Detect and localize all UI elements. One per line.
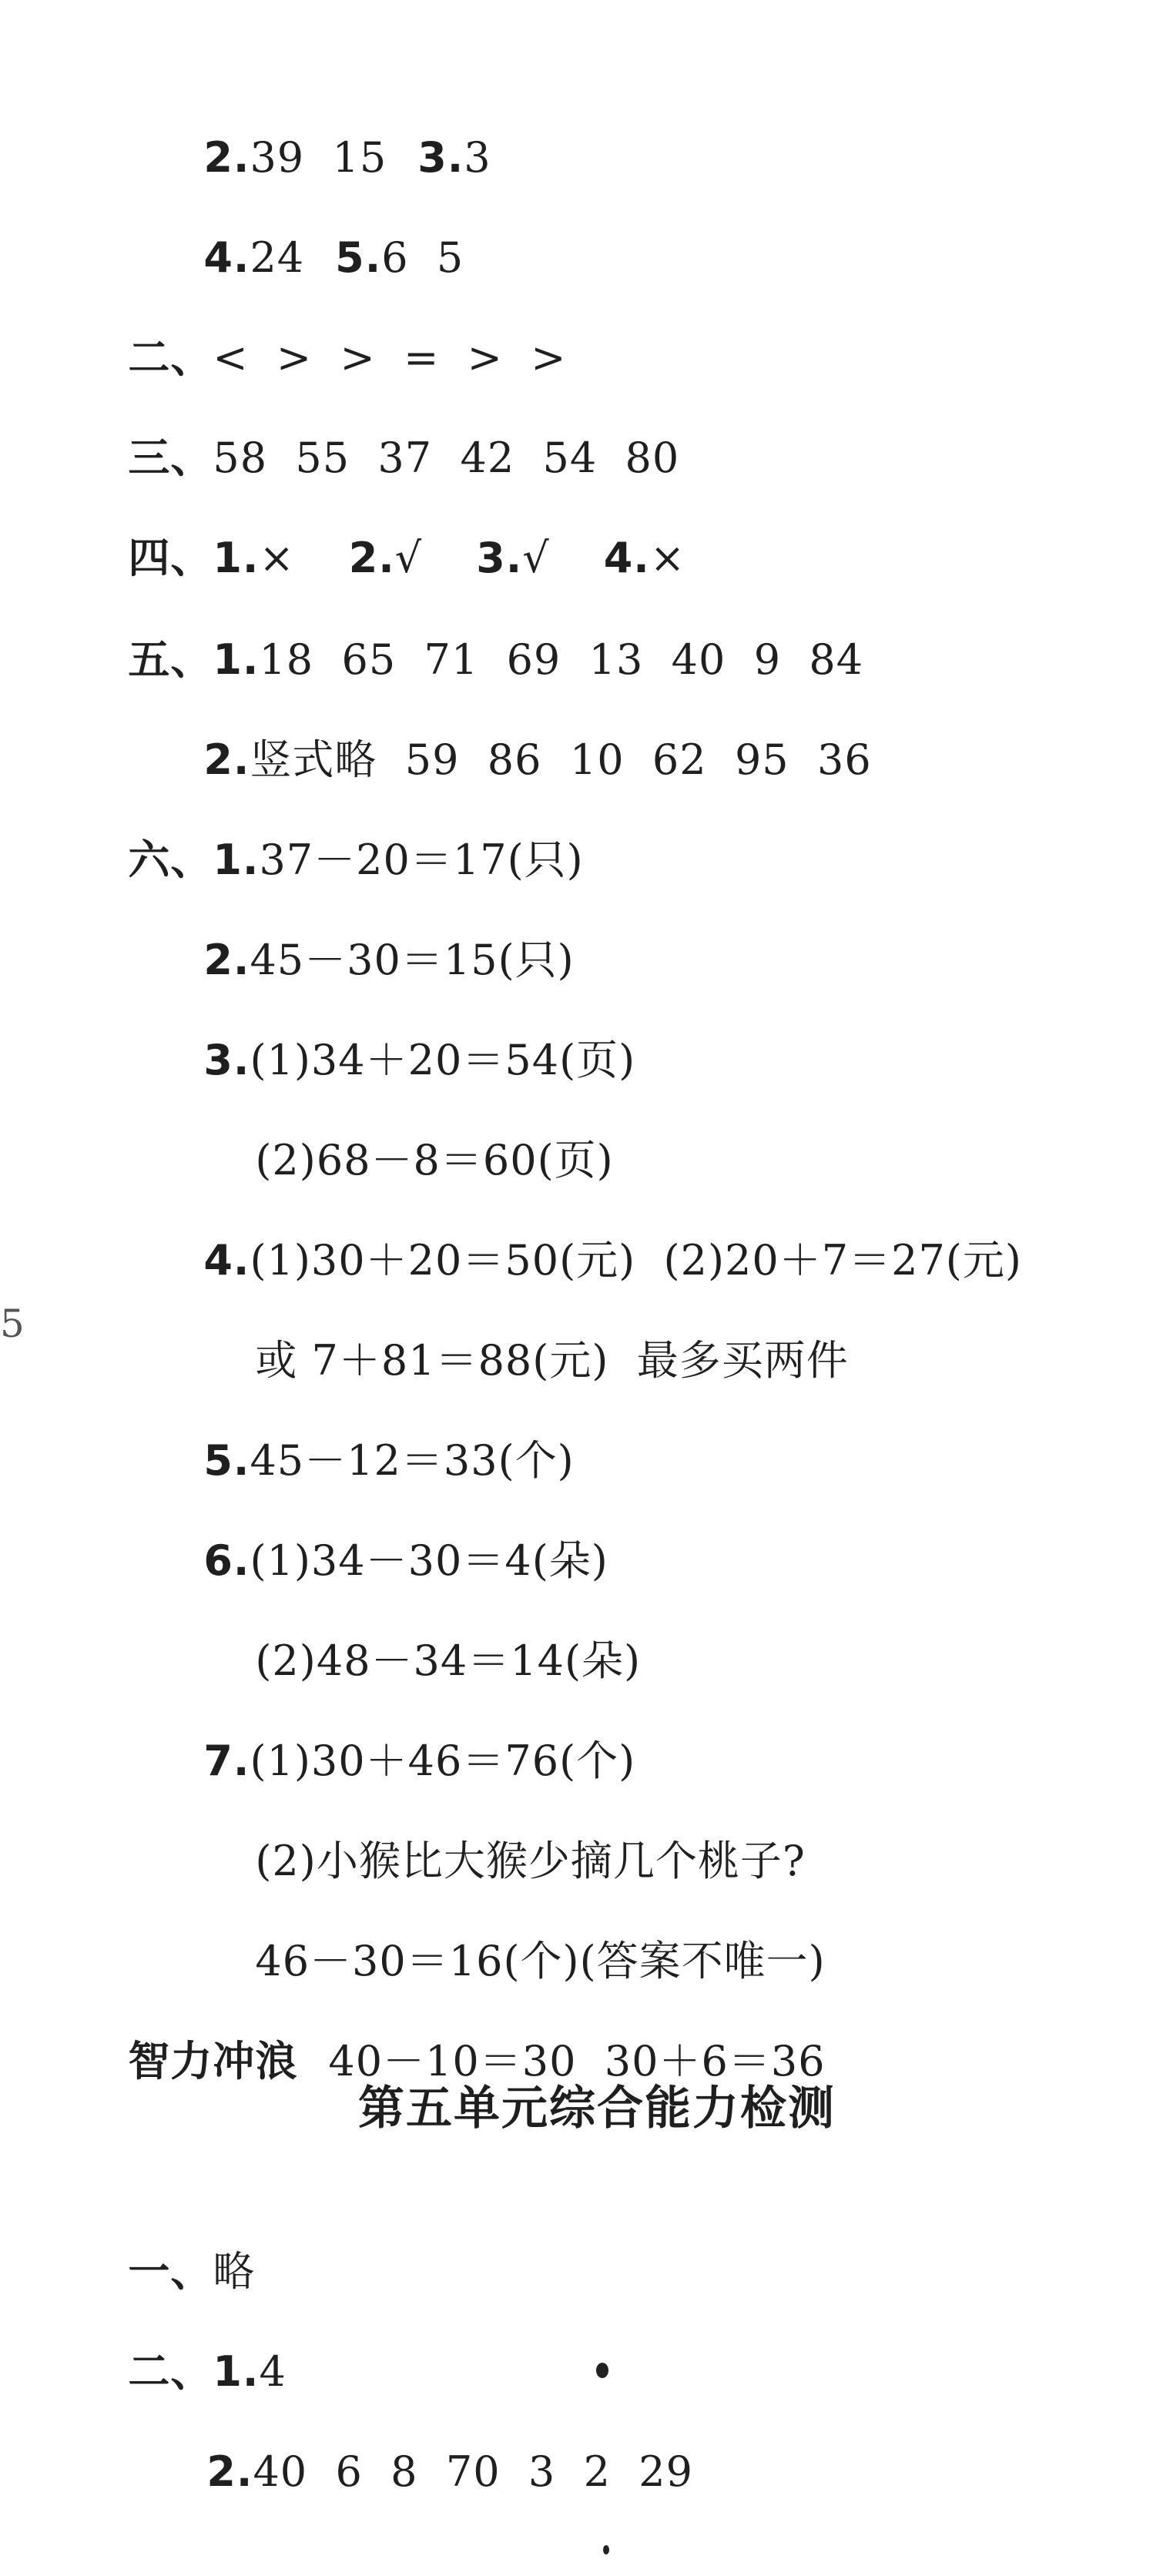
answer-line bbox=[176, 77, 491, 185]
answer-text: (1)34＋20＝54(页) bbox=[250, 1036, 636, 1084]
answer-line bbox=[227, 1280, 849, 1388]
item-number: 6. bbox=[203, 1536, 250, 1585]
answer-text: (2)小猴比大猴少摘几个桃子? bbox=[255, 1837, 806, 1885]
item-number: 7. bbox=[203, 1737, 250, 1785]
section-label: 智力冲浪 bbox=[128, 2037, 298, 2085]
answer-line bbox=[176, 980, 635, 1087]
answer-line bbox=[100, 2191, 255, 2299]
answer-line bbox=[176, 1180, 1022, 1288]
answer-text: < > > = > > bbox=[213, 333, 567, 382]
item-number: 2. bbox=[203, 936, 250, 984]
item-number: 5. bbox=[335, 233, 382, 282]
section-label: 四、1. bbox=[128, 534, 260, 582]
answer-line bbox=[227, 1780, 806, 1888]
answer-text: 39 15 bbox=[250, 133, 387, 182]
answer-text: 45－12＝33(个) bbox=[250, 1436, 575, 1485]
answer-line bbox=[100, 2291, 287, 2399]
section-label: 三、 bbox=[128, 434, 213, 482]
answer-line bbox=[100, 477, 685, 585]
item-number: 2. bbox=[203, 133, 250, 182]
answer-line bbox=[176, 879, 575, 987]
answer-line bbox=[176, 1480, 608, 1588]
item-number: 5. bbox=[203, 1436, 250, 1485]
item-number: 3. bbox=[417, 133, 464, 182]
answer-text: 或 7＋81＝88(元) 最多买两件 bbox=[255, 1336, 849, 1385]
answer-text: 45－30＝15(只) bbox=[250, 936, 575, 984]
answer-text: (1)30＋46＝76(个) bbox=[250, 1737, 636, 1785]
section-title: 第五单元综合能力检测 bbox=[358, 2082, 836, 2136]
section-label: 一、 bbox=[128, 2247, 213, 2296]
item-number: 2. bbox=[206, 2447, 253, 2496]
scan-speck bbox=[603, 2545, 609, 2554]
answer-line bbox=[227, 1881, 826, 1988]
item-number: 3. bbox=[476, 534, 523, 582]
answer-text: 18 65 71 69 13 40 9 84 bbox=[259, 635, 864, 684]
margin-mark: 5 bbox=[0, 1301, 25, 1346]
section-label: 五、1. bbox=[128, 635, 260, 684]
answer-text: 40－10＝30 30＋6＝36 bbox=[328, 2037, 826, 2085]
answer-text: 40 6 8 70 3 2 29 bbox=[253, 2447, 693, 2496]
answer-text: 6 5 bbox=[381, 233, 464, 282]
answer-text: 37－20＝17(只) bbox=[259, 836, 584, 884]
answer-text: (2)48－34＝14(朵) bbox=[255, 1636, 642, 1685]
answer-text: (2)68－8＝60(页) bbox=[255, 1136, 614, 1184]
section-label: 六、1. bbox=[128, 836, 260, 884]
answer-line bbox=[100, 779, 584, 887]
answer-text: (1)30＋20＝50(元) (2)20＋7＝27(元) bbox=[250, 1236, 1022, 1285]
answer-line bbox=[100, 377, 679, 485]
answer-line bbox=[176, 1380, 575, 1488]
item-number: 2. bbox=[203, 735, 250, 784]
answer-text: 4 bbox=[259, 2347, 287, 2396]
answer-text: 58 55 37 42 54 80 bbox=[213, 434, 680, 482]
answer-text: (1)34－30＝4(朵) bbox=[250, 1536, 608, 1585]
answer-text: 3 bbox=[464, 133, 491, 182]
scan-speck bbox=[596, 2363, 608, 2378]
item-number: 4. bbox=[203, 1236, 250, 1285]
answer-line bbox=[227, 1580, 641, 1688]
section-label: 二、 bbox=[128, 333, 213, 382]
item-number: 4. bbox=[603, 534, 650, 582]
section-label: 二、1. bbox=[128, 2347, 260, 2396]
answer-text: 略 bbox=[213, 2247, 256, 2296]
answer-text: √ bbox=[522, 534, 550, 582]
answer-text: × bbox=[649, 534, 686, 582]
answer-text: 46－30＝16(个)(答案不唯一) bbox=[255, 1937, 826, 1985]
item-number: 2. bbox=[348, 534, 395, 582]
answer-line bbox=[176, 679, 872, 787]
answer-line bbox=[100, 277, 566, 385]
answer-line bbox=[179, 2391, 693, 2499]
answer-line bbox=[227, 1080, 614, 1188]
answer-text: 24 bbox=[250, 233, 305, 282]
answer-line bbox=[100, 579, 863, 687]
answer-line bbox=[176, 1680, 635, 1788]
answer-line bbox=[176, 177, 464, 285]
answer-text: 竖式略 59 86 10 62 95 36 bbox=[250, 735, 872, 784]
answer-text: × bbox=[259, 534, 295, 582]
answer-line bbox=[100, 1981, 826, 2089]
item-number: 3. bbox=[203, 1036, 250, 1084]
item-number: 4. bbox=[203, 233, 250, 282]
answer-text: √ bbox=[394, 534, 423, 582]
